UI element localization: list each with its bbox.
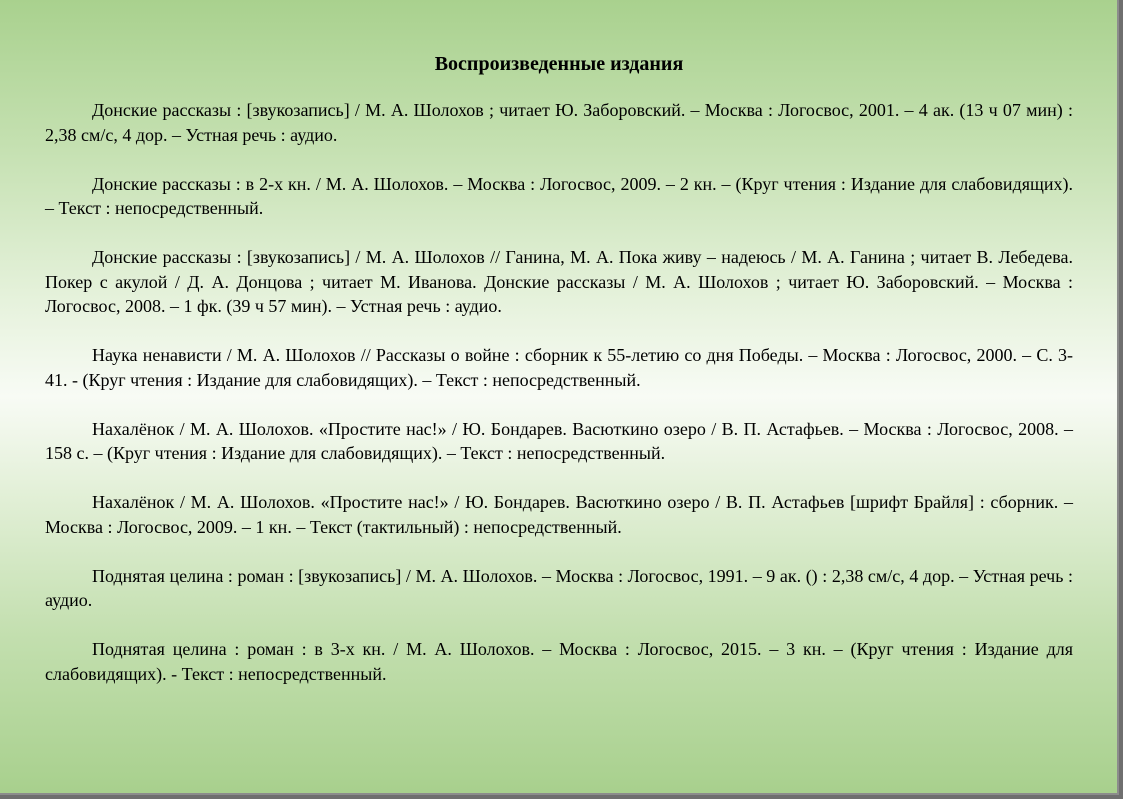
bibliography-entry: Нахалёнок / М. А. Шолохов. «Простите нас!» / Ю. Бондарев. Васюткино озеро / В. П. Астафьев. – Москва : Логосвос, 2008. – 158 с. – (Круг чтения : Издание для слабовидящих). – Текст : непосредственный. xyxy=(45,418,1073,463)
bibliography-entry: Поднятая целина : роман : в 3-х кн. / М. А. Шолохов. – Москва : Логосвос, 2015. – 3 кн. – (Круг чтения : Издание для слабовидящих). - Текст : непосредственный. xyxy=(45,639,1073,684)
bibliography-entry: Донские рассказы : [звукозапись] / М. А. Шолохов ; читает Ю. Заборовский. – Москва : Логосвос, 2001. – 4 ак. (13 ч 07 мин) : 2,38 см/с, 4 дор. – Устная речь : аудио. xyxy=(45,100,1073,145)
bibliography-entry: Нахалёнок / М. А. Шолохов. «Простите нас!» / Ю. Бондарев. Васюткино озеро / В. П. Астафьев [шрифт Брайля] : сборник. – Москва : Логосвос, 2009. – 1 кн. – Текст (тактильный) : непосредственный. xyxy=(45,492,1073,537)
slide-content xyxy=(45,50,1073,711)
bibliography-entry: Донские рассказы : [звукозапись] / М. А. Шолохов // Ганина, М. А. Пока живу – надеюсь / М. А. Ганина ; читает В. Лебедева. Покер с акулой / Д. А. Донцова ; читает М. Иванова. Донские рассказы / М. А. Шолохов ; читает Ю. Заборовский. – Москва : Логосвос, 2008. – 1 фк. (39 ч 57 мин). – Устная речь : аудио. xyxy=(45,247,1073,316)
slide-title: Воспроизведенные издания xyxy=(434,53,684,75)
bibliography-entry: Донские рассказы : в 2-х кн. / М. А. Шолохов. – Москва : Логосвос, 2009. – 2 кн. – (Круг чтения : Издание для слабовидящих). – Текст : непосредственный. xyxy=(45,173,1073,218)
bibliography-entry: Наука ненависти / М. А. Шолохов // Рассказы о войне : сборник к 55-летию со дня Победы. – Москва : Логосвос, 2000. – С. 3-41. - (Круг чтения : Издание для слабовидящих). – Текст : непосредственный. xyxy=(45,345,1073,390)
bibliography-entry: Поднятая целина : роман : [звукозапись] / М. А. Шолохов. – Москва : Логосвос, 1991. – 9 ак. () : 2,38 см/с, 4 дор. – Устная речь : аудио. xyxy=(45,565,1073,610)
